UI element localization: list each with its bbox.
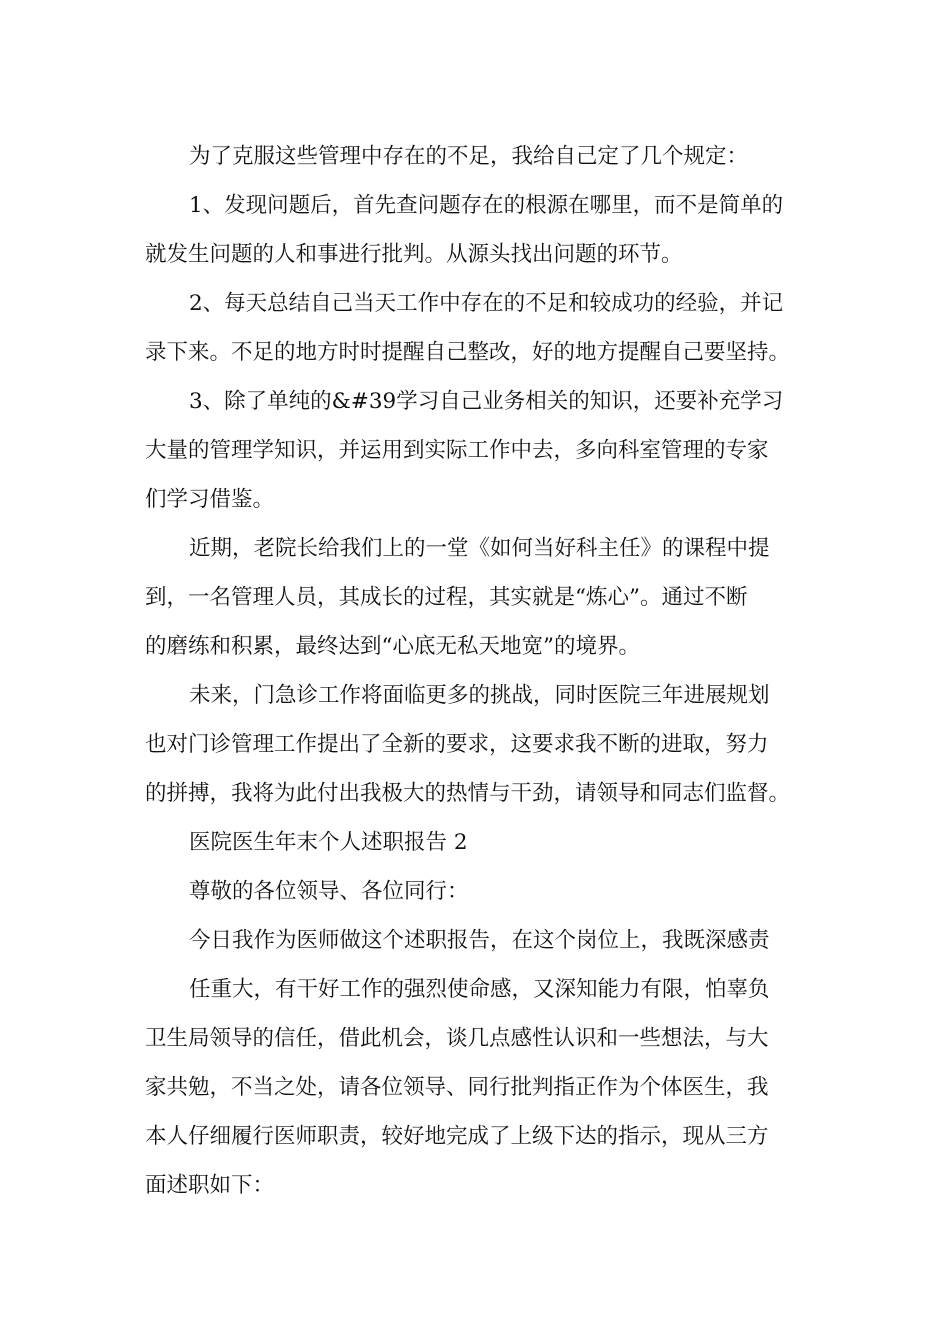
text-line: 家共勉，不当之处，请各位领导、同行批判指正作为个体医生，我 [145, 1075, 769, 1100]
text-line: 面述职如下： [145, 1173, 275, 1198]
text-line: 近期，老院长给我们上的一堂《如何当好科主任》的课程中提 [189, 536, 770, 561]
text-line: 2、每天总结自己当天工作中存在的不足和较成功的经验，并记 [189, 291, 784, 316]
paragraph [145, 965, 807, 1210]
text-line: 的磨练和积累，最终达到“心底无私天地宽”的境界。 [145, 634, 640, 659]
text-line: 录下来。不足的地方时时提醒自己整改，好的地方提醒自己要坚持。 [145, 340, 791, 365]
document-body [145, 132, 807, 1210]
text-line: 也对门诊管理工作提出了全新的要求，这要求我不断的进取，努力 [145, 732, 769, 757]
paragraph [145, 377, 807, 524]
text-line: 们学习借鉴。 [145, 487, 275, 512]
text-line: 未来，门急诊工作将面临更多的挑战，同时医院三年进展规划 [189, 683, 770, 708]
paragraph [145, 279, 807, 377]
paragraph [145, 181, 807, 279]
text-line: 的拼搏，我将为此付出我极大的热情与干劲，请领导和同志们监督。 [145, 781, 791, 806]
text-line: 医院医生年末个人述职报告 2 [189, 830, 468, 855]
text-line: 到，一名管理人员，其成长的过程，其实就是“炼心”。通过不断 [145, 585, 748, 610]
section-heading [145, 818, 807, 867]
text-line: 卫生局领导的信任，借此机会，谈几点感性认识和一些想法，与大 [145, 1026, 769, 1051]
text-line: 就发生问题的人和事进行批判。从源头找出问题的环节。 [145, 242, 683, 267]
text-line: 本人仔细履行医师职责，较好地完成了上级下达的指示，现从三方 [145, 1124, 769, 1149]
text-line: 任重大，有干好工作的强烈使命感，又深知能力有限，怕辜负 [189, 977, 770, 1002]
paragraph [145, 524, 807, 671]
paragraph [145, 132, 807, 181]
text-line: 大量的管理学知识，并运用到实际工作中去，多向科室管理的专家 [145, 438, 769, 463]
text-line: 今日我作为医师做这个述职报告，在这个岗位上，我既深感责 [189, 928, 770, 953]
paragraph [145, 671, 807, 818]
paragraph [145, 916, 807, 965]
text-line: 为了克服这些管理中存在的不足，我给自己定了几个规定： [189, 144, 749, 169]
text-line: 1、发现问题后，首先查问题存在的根源在哪里，而不是简单的 [189, 193, 784, 218]
text-line: 3、除了单纯的&#39学习自己业务相关的知识，还要补充学习 [189, 389, 784, 414]
text-line: 尊敬的各位领导、各位同行： [189, 879, 469, 904]
salutation [145, 867, 807, 916]
